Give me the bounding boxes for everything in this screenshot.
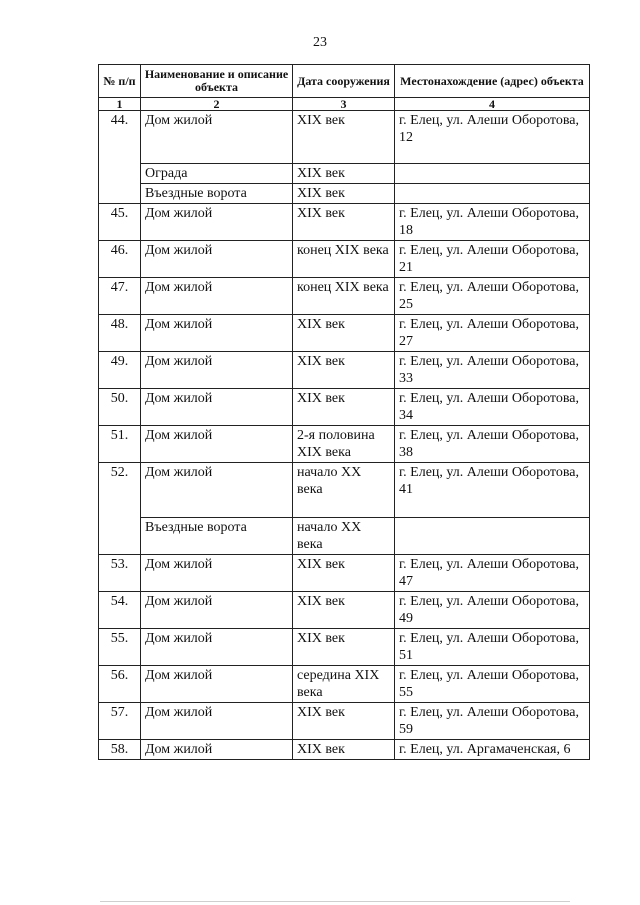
row-number: 48. [99,315,141,352]
row-number: 46. [99,241,141,278]
row-number: 52. [99,463,141,555]
object-name: Дом жилой [141,666,293,703]
construction-date: XIX век [293,184,395,204]
header-location: Местонахождение (адрес) объекта [395,65,590,98]
construction-date: 2-я половина XIX века [293,426,395,463]
construction-date: XIX век [293,315,395,352]
construction-date: XIX век [293,629,395,666]
row-number: 53. [99,555,141,592]
object-location: г. Елец, ул. Алеши Оборотова, 27 [395,315,590,352]
heritage-registry-table [98,64,590,760]
construction-date: середина XIX века [293,666,395,703]
construction-date: XIX век [293,111,395,164]
object-location: г. Елец, ул. Алеши Оборотова, 25 [395,278,590,315]
column-number: 1 [99,98,141,111]
construction-date: XIX век [293,204,395,241]
object-name: Въездные ворота [141,518,293,555]
object-location [395,164,590,184]
table-row [99,703,590,740]
object-name: Дом жилой [141,278,293,315]
construction-date: начало XX века [293,463,395,518]
table-row [99,184,590,204]
row-number: 57. [99,703,141,740]
object-location: г. Елец, ул. Алеши Оборотова, 38 [395,426,590,463]
table-header-row [99,65,590,98]
object-name: Дом жилой [141,703,293,740]
table-row [99,111,590,164]
object-name: Дом жилой [141,352,293,389]
column-number-row [99,98,590,111]
column-number: 2 [141,98,293,111]
object-location: г. Елец, ул. Алеши Оборотова, 47 [395,555,590,592]
construction-date: начало XX века [293,518,395,555]
column-number: 3 [293,98,395,111]
row-number: 58. [99,740,141,760]
object-location [395,518,590,555]
row-number: 55. [99,629,141,666]
table-row [99,666,590,703]
scan-edge-divider [100,901,570,902]
construction-date: XIX век [293,740,395,760]
table-row [99,629,590,666]
table-row [99,518,590,555]
construction-date: конец XIX века [293,241,395,278]
object-name: Дом жилой [141,426,293,463]
table-row [99,352,590,389]
table-row [99,204,590,241]
page-number: 23 [313,35,327,50]
table-row [99,463,590,518]
construction-date: XIX век [293,164,395,184]
object-location: г. Елец, ул. Алеши Оборотова, 34 [395,389,590,426]
table-row [99,241,590,278]
object-location: г. Елец, ул. Алеши Оборотова, 59 [395,703,590,740]
object-name: Дом жилой [141,629,293,666]
construction-date: конец XIX века [293,278,395,315]
object-location: г. Елец, ул. Аргамаченская, 6 [395,740,590,760]
object-name: Дом жилой [141,555,293,592]
table-row [99,426,590,463]
row-number: 50. [99,389,141,426]
object-name: Дом жилой [141,740,293,760]
header-date: Дата сооружения [293,65,395,98]
object-name: Въездные ворота [141,184,293,204]
row-number: 54. [99,592,141,629]
object-name: Дом жилой [141,315,293,352]
object-location: г. Елец, ул. Алеши Оборотова, 49 [395,592,590,629]
construction-date: XIX век [293,352,395,389]
object-name: Ограда [141,164,293,184]
object-location: г. Елец, ул. Алеши Оборотова, 18 [395,204,590,241]
object-location: г. Елец, ул. Алеши Оборотова, 12 [395,111,590,164]
table-row [99,555,590,592]
header-name: Наименование и описание объекта [141,65,293,98]
table-row [99,592,590,629]
row-number: 47. [99,278,141,315]
object-name: Дом жилой [141,463,293,518]
row-number: 51. [99,426,141,463]
table-row [99,164,590,184]
object-location: г. Елец, ул. Алеши Оборотова, 51 [395,629,590,666]
construction-date: XIX век [293,389,395,426]
object-name: Дом жилой [141,592,293,629]
column-number: 4 [395,98,590,111]
row-number: 44. [99,111,141,204]
table-row [99,389,590,426]
object-location: г. Елец, ул. Алеши Оборотова, 33 [395,352,590,389]
object-name: Дом жилой [141,204,293,241]
object-location [395,184,590,204]
object-name: Дом жилой [141,389,293,426]
object-name: Дом жилой [141,241,293,278]
construction-date: XIX век [293,592,395,629]
row-number: 56. [99,666,141,703]
object-location: г. Елец, ул. Алеши Оборотова, 41 [395,463,590,518]
row-number: 49. [99,352,141,389]
table-row [99,278,590,315]
construction-date: XIX век [293,555,395,592]
table-row [99,315,590,352]
object-location: г. Елец, ул. Алеши Оборотова, 21 [395,241,590,278]
header-num: № п/п [99,65,141,98]
construction-date: XIX век [293,703,395,740]
table-row [99,740,590,760]
object-location: г. Елец, ул. Алеши Оборотова, 55 [395,666,590,703]
row-number: 45. [99,204,141,241]
object-name: Дом жилой [141,111,293,164]
